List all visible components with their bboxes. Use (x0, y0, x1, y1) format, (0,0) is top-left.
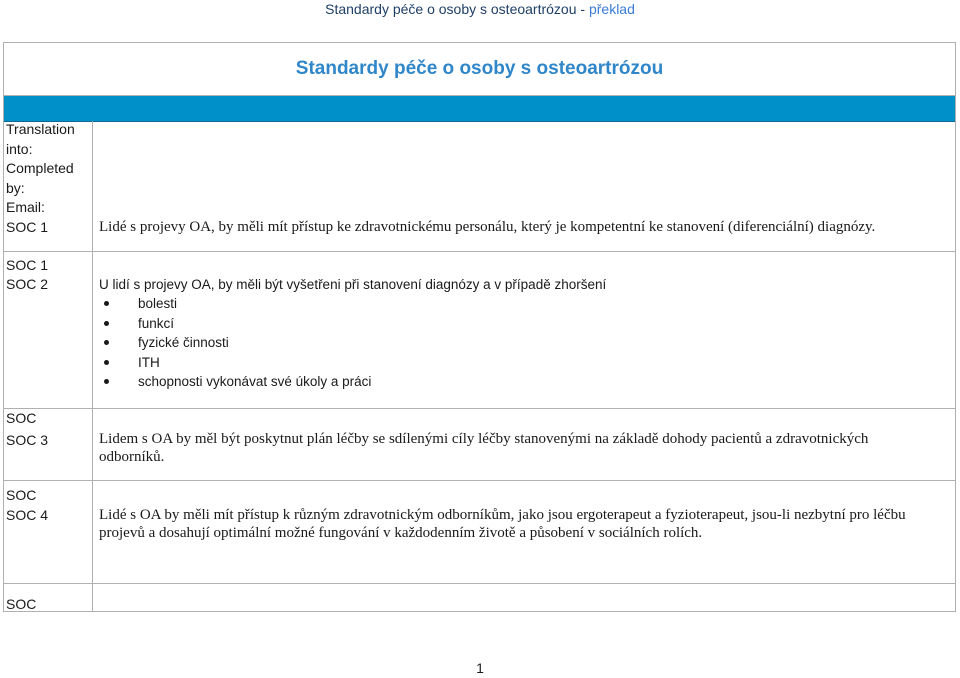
email-label: Email: (6, 199, 45, 215)
list-item: funkcí (96, 314, 371, 334)
soc-label: SOC (6, 410, 37, 426)
soc4-statement: Lidé s OA by měli mít přístup k různým zdravotnickým odborníkům, jako jsou ergoterapeut a fyzioterapeut, jsou-li nezbytní pro léčbu projevů a dosahují optimální možné fungování v každodenním životě a působení v sociálních rolích. (99, 507, 906, 541)
title-row (4, 43, 955, 96)
bullet-icon (104, 379, 109, 384)
column-divider (92, 121, 93, 611)
header-band (4, 96, 955, 122)
soc1-statement: Lidé s projevy OA, by měli mít přístup ke zdravotnickému personálu, který je kompetentní ke stanovení (diferenciální) diagnózy. (99, 219, 876, 235)
soc-label: SOC (6, 487, 37, 503)
soc-label: SOC (6, 596, 37, 612)
document-title: Standardy péče o osoby s osteoartrózou (295, 58, 664, 79)
page-number: 1 (476, 660, 484, 676)
page-header (0, 0, 960, 20)
completed-label: Completed by: (6, 160, 74, 196)
translation-label: Translation into: (6, 121, 75, 157)
soc3-label: SOC 3 (6, 432, 49, 448)
soc4-label: SOC 4 (6, 507, 49, 523)
soc3-statement: Lidem s OA by měl být poskytnut plán léčby se sdílenými cíly léčby stanovenými na základě dohody pacientů a zdravotnických odborníků. (99, 431, 869, 465)
row-divider (4, 408, 955, 409)
list-item: ITH (96, 353, 371, 373)
soc1-label: SOC 1 (6, 219, 49, 235)
soc2-intro: U lidí s projevy OA, by měli být vyšetřeni při stanovení diagnózy a v případě zhoršení (99, 277, 607, 292)
bullet-icon (104, 340, 109, 345)
soc2-label: SOC 2 (6, 276, 49, 292)
header-title-accent: překlad (588, 1, 635, 17)
bullet-icon (104, 321, 109, 326)
soc1-repeat-label: SOC 1 (6, 257, 49, 273)
row-divider (4, 251, 955, 252)
list-item: bolesti (96, 294, 371, 314)
bullet-icon (104, 360, 109, 365)
bullet-icon (104, 301, 109, 306)
list-item: fyzické činnosti (96, 333, 371, 353)
row-divider (4, 480, 955, 481)
soc2-list (96, 294, 371, 392)
row-divider (4, 583, 955, 584)
list-item: schopnosti vykonávat své úkoly a práci (96, 372, 371, 392)
header-title: Standardy péče o osoby s osteoartrózou - (325, 1, 589, 17)
